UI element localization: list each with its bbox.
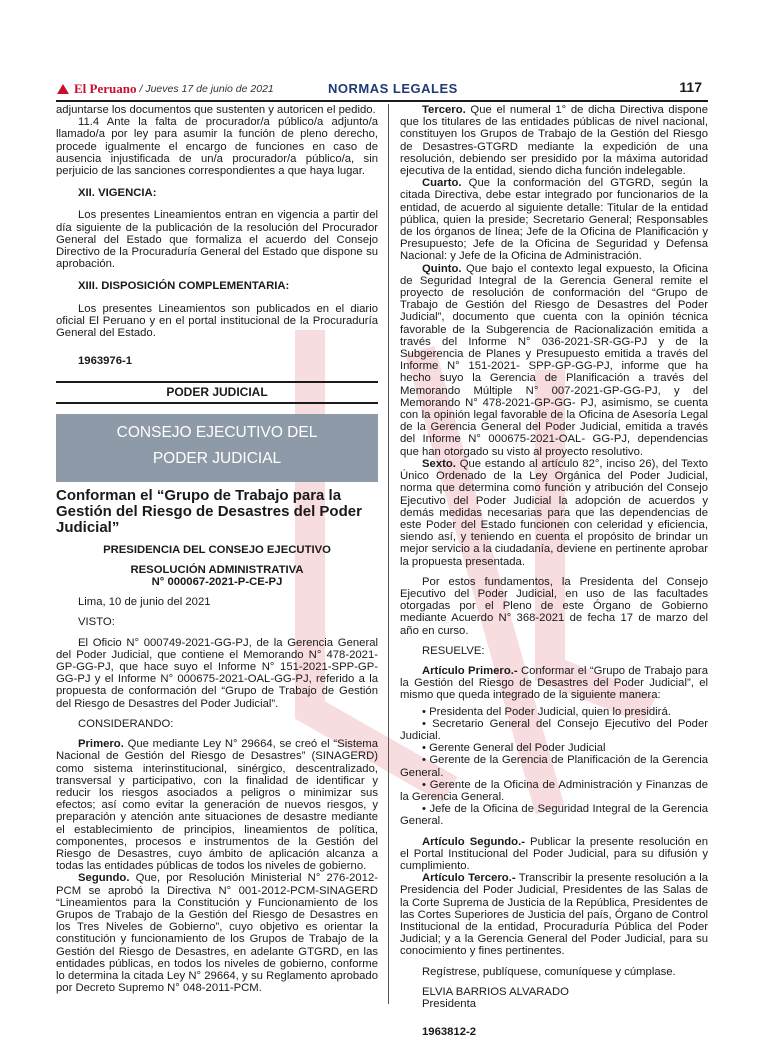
clause-text: Que el numeral 1° de dicha Directiva dispone que los titulares de las entidades públicas de nivel nacional, constituyen los Grupos de Trabajo de la Gestión del Riesgo de Desastres-GTGRD mediante la expedición de una resolución, debiendo ser presidido por la máxima autoridad ejecutiva de la entidad, siendo dicha función indelegable. — [400, 104, 708, 178]
institution-banner — [56, 414, 378, 482]
visto-label: VISTO: — [78, 616, 115, 629]
presidency-heading: PRESIDENCIA DEL CONSEJO EJECUTIVO — [103, 543, 331, 556]
banner-line: PODER JUDICIAL — [152, 449, 282, 467]
paragraph: El Oficio N° 000749-2021-GG-PJ, de la Gerencia General del Poder Judicial, que contiene el Memorando N° 478-2021-GP-GG-PJ, que hace suyo el Informe N° 151-2021-SPP-GP-GG-PJ y el Informe N° 000675-2021-OAL-GG-PJ, referido a la propuesta de conformación del “Grupo de Trabajo de Gestión del Riesgo de Desastres del Poder Judicial”. — [56, 636, 378, 710]
publication-date: / Jueves 17 de junio de 2021 — [139, 83, 274, 95]
article-segundo — [400, 836, 708, 873]
clause-label: Primero. — [78, 738, 124, 751]
clause-text: Que bajo el contexto legal expuesto, la Oficina de Seguridad Integral de la Gerencia General remite el proyecto de resolución de conformación del “Grupo de Trabajo de Gestión del Riesgo de Desastres del Poder Judicial”, documento que cuenta con la opinión técnica favorable de la Subgerencia de Racionalización emitida a través del Informe N° 036-2021-SR-GG-PJ y de la Subgerencia de Planes y Presupuesto emitida a través del Informe N° 151-2021- SPP-GP-GG-PJ, informe que ha hecho suyo la Gerencia de Planificación a través del Memorando Múltiple N° 007-2021-GP-GG-PJ, y del Memorando N° 478-2021-GP-GG- PJ, asimismo, se cuenta con la opinión legal favorable de la Oficina de Asesoría Legal de la Gerencia General del Poder Judicial, emitida a través del Informe N° 000675-2021-OAL- GG-PJ, dependencias que han otorgado su visto al proyecto resolutivo. — [400, 262, 708, 458]
list-item: • Gerente General del Poder Judicial — [422, 742, 606, 755]
clause-text: Que, por Resolución Ministerial N° 276-2012-PCM se aprobó la Directiva N° 001-2012-PCM-SINAGERD “Lineamientos para la Constitución y Funcionamiento de los Grupos de Trabajo de la Gestión del Riesgo de Desastres en los Tres Niveles de Gobierno”, cuyo objetivo es orientar la constitución y funcionamiento de los Grupos de Trabajo de la Gestión del Riesgo de Desastres, en adelante GTGRD, en las entidades públicas, en todos los niveles de gobierno, conforme lo determina la citada Ley N° 29664, y su Reglamento aprobado por Decreto Supremo N° 048-2011-PCM. — [56, 872, 378, 995]
document-code: 1963976-1 — [78, 355, 133, 368]
resuelve-label: RESUELVE: — [422, 644, 485, 657]
resolution-type: RESOLUCIÓN ADMINISTRATIVA — [130, 563, 304, 576]
document-code: 1963812-2 — [422, 1026, 477, 1038]
clause-text: Que la conformación del GTGRD, según la citada Directiva, debe estar integrado por funcionarios de la entidad, de acuerdo al siguiente detalle: Titular de la entidad pública, quien la preside; Secretario General; Responsables de los órganos de línea; Jefe de la Oficina de Planificación y Presupuesto; Jefe de la Oficina de Seguridad y Defensa Nacional: y Jefe de la Oficina de Administración. — [400, 177, 708, 263]
place-date: Lima, 10 de junio del 2021 — [78, 596, 211, 609]
paragraph: Los presentes Lineamientos son publicados en el diario oficial El Peruano y en el portal institucional de la Procuraduría General del Estado. — [56, 302, 378, 340]
column-divider — [388, 104, 389, 1004]
section-heading: XIII. DISPOSICIÓN COMPLEMENTARIA: — [78, 280, 290, 293]
el-peruano-logo-icon — [56, 82, 70, 96]
header-rule — [56, 100, 708, 102]
signer-role: Presidenta — [422, 998, 477, 1011]
list-item: • Gerente de la Gerencia de Planificación de la Gerencia General. — [400, 754, 708, 779]
clause-text: Que estando al artículo 82°, inciso 26), del Texto Único Ordenado de la Ley Orgánica del Poder Judicial, norma que determina como función y atribución del Consejo Ejecutivo del Poder Judicial la adopción de acuerdos y demás medidas necesarias para que las dependencias de este Poder del Estado funcionen con celeridad y eficiencia, siendo así, y teniendo en cuenta el propósito de brindar un mejor servicio a la ciudadanía, deviene en pertinente aprobar la propuesta presentada. — [400, 457, 708, 568]
paragraph-cuarto — [400, 177, 708, 262]
article-text: Transcribir la presente resolución a la Presidencia del Poder Judicial, Presidentes de las Salas de la Corte Suprema de Justicia de la República, Presidentes de las Cortes Superiores de Justicia del país, Órgano de Control Institucional de la entidad, Procuraduría Pública del Poder Judicial; y a la Gerencia General del Poder Judicial, para su conocimiento y fines pertinentes. — [400, 872, 708, 958]
article-label: Artículo Tercero.- — [422, 872, 516, 885]
article-label: Artículo Primero.- — [422, 664, 518, 677]
clause-label: Sexto. — [422, 457, 456, 470]
clause-label: Quinto. — [422, 262, 462, 275]
paragraph-primero — [56, 738, 378, 872]
paragraph-segundo — [56, 872, 378, 994]
paragraph: Los presentes Lineamientos entran en vigencia a partir del día siguiente de la publicación de la resolución del Procurador General del Estado que formaliza el acuerdo del Consejo Directivo de la Procuraduría General del Estado que dispone su aprobación. — [56, 209, 378, 271]
banner-line: CONSEJO EJECUTIVO DEL — [116, 423, 318, 441]
publication-name: El Peruano — [74, 81, 137, 96]
clause-label: Cuarto. — [422, 177, 462, 190]
article-text: Conformar el “Grupo de Trabajo para la Gestión del Riesgo de Desastres del Poder Judicial”, el mismo que queda integrado de la siguiente manera: — [400, 664, 708, 702]
list-item: • Gerente de la Oficina de Administración y Finanzas de la Gerencia General. — [400, 778, 708, 803]
clause-text: Que mediante Ley N° 29664, se creó el “Sistema Nacional de Gestión del Riesgo de Desastres” (SINAGERD) como sistema interinstitucional, sinérgico, descentralizado, transversal y participativo, con la finalidad de identificar y reducir los riesgos asociados a peligros o minimizar sus efectos; así como evitar la generación de nuevos riesgos, y preparación y atención ante situaciones de desastre mediante el establecimiento de principios, lineamientos de política, componentes, procesos e instrumentos de la Gestión del Riesgo de Desastres, cuyo ámbito de aplicación alcanza a todas las entidades públicas de todos los niveles de gobierno. — [56, 738, 378, 873]
left-column — [56, 104, 378, 994]
article-primero — [400, 665, 708, 702]
paragraph: 11.4 Ante la falta de procurador/a público/a adjunto/a llamado/a por ley para asumir la función de pleno derecho, procede igualmente el encargo de funciones en caso de ausencia injustificada de un/a procurador/a público/a, sin perjuicio de las sanciones correspondientes a que haya lugar. — [56, 116, 378, 178]
page-number: 117 — [679, 79, 702, 95]
paragraph-quinto — [400, 263, 708, 458]
page-header — [56, 78, 708, 100]
considerando-label: CONSIDERANDO: — [78, 717, 174, 730]
list-item: • Secretario General del Consejo Ejecutivo del Poder Judicial. — [400, 717, 708, 742]
paragraph-tercero — [400, 104, 708, 177]
section-name: NORMAS LEGALES — [328, 81, 458, 96]
paragraph: Por estos fundamentos, la Presidenta del Consejo Ejecutivo del Poder Judicial, en uso de las facultades otorgadas por el Pleno de este Órgano de Gobierno mediante Acuerdo N° 368-2021 de fecha 17 de marzo del año en curso. — [400, 575, 708, 637]
clause-label: Tercero. — [422, 104, 466, 116]
resolution-number: N° 000067-2021-P-CE-PJ — [151, 576, 283, 589]
closing-formula: Regístrese, publíquese, comuníquese y cúmplase. — [422, 965, 676, 978]
paragraph-sexto — [400, 458, 708, 568]
section-heading: XII. VIGENCIA: — [78, 187, 157, 200]
article-text: Publicar la presente resolución en el Portal Institucional del Poder Judicial, para su difusión y cumplimiento. — [400, 835, 708, 872]
article-tercero — [400, 872, 708, 957]
article-label: Artículo Segundo.- — [422, 835, 525, 848]
section-title: PODER JUDICIAL — [56, 381, 378, 403]
right-column — [400, 104, 708, 1038]
list-item: • Presidenta del Poder Judicial, quien lo presidirá. — [422, 705, 671, 718]
clause-label: Segundo. — [78, 872, 130, 885]
list-item: • Jefe de la Oficina de Seguridad Integral de la Gerencia General. — [400, 803, 708, 828]
paragraph: adjuntarse los documentos que sustenten y autoricen el pedido. — [56, 104, 376, 116]
resolution-title: Conforman el “Grupo de Trabajo para la Gestión del Riesgo de Desastres del Poder Judicial” — [56, 486, 362, 536]
signer-name: ELVIA BARRIOS ALVARADO — [422, 985, 569, 998]
